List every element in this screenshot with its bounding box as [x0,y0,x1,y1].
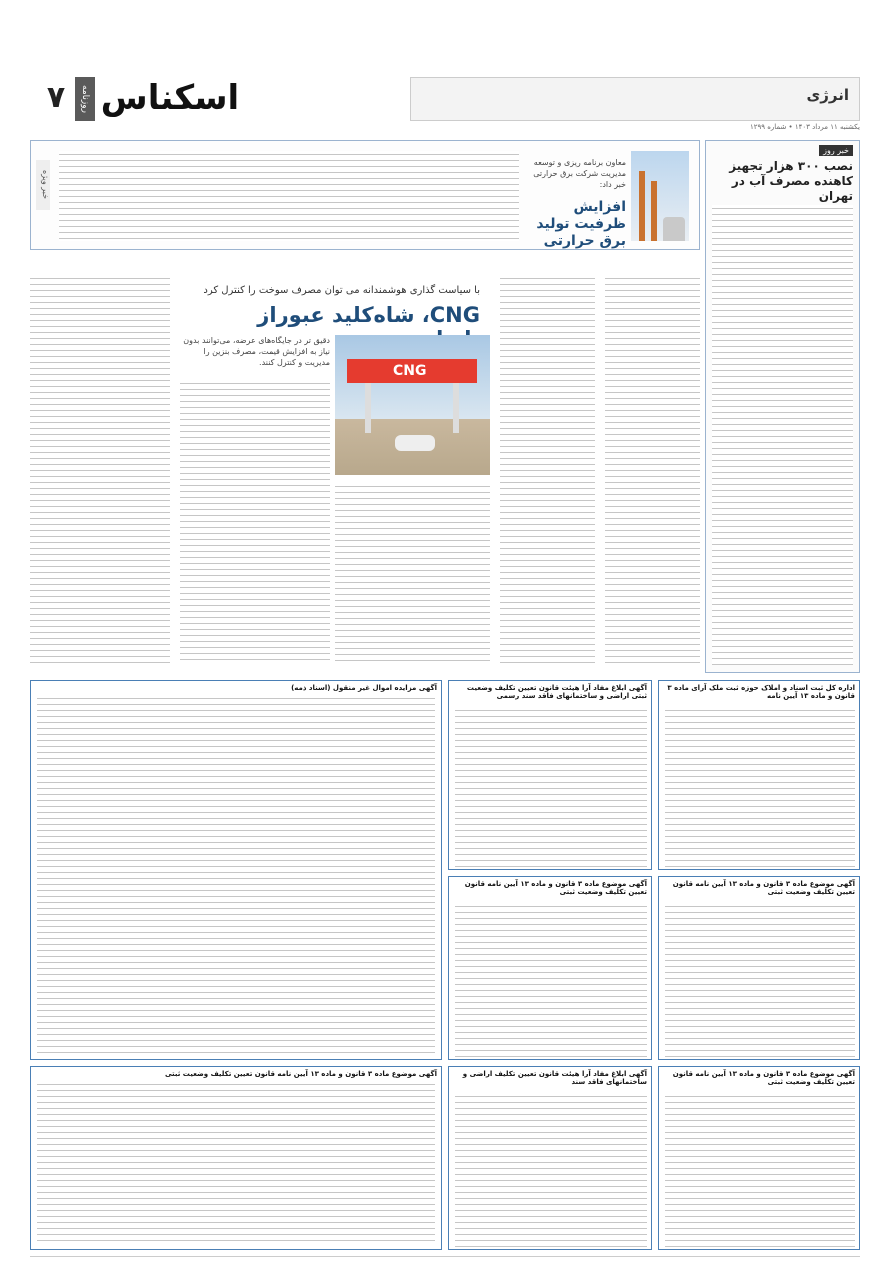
ad-2 [448,680,652,870]
main-col-2 [500,275,595,665]
cng-sign: CNG [393,363,427,379]
sidebar-news [705,140,860,673]
sidebar-tag: خبر روز [819,145,853,156]
section-banner [410,77,860,121]
ad-title: آگهی موضوع ماده ۳ قانون و ماده ۱۳ آیین نامه قانون تعیین تکلیف وضعیت ثبتی [164,1070,437,1078]
top-story-body [59,151,519,241]
top-story [30,140,700,250]
ad-6 [30,1066,442,1250]
page-number: ۷ [46,80,66,115]
ad-5 [658,876,860,1060]
brand-strip: روزنامه [75,77,95,121]
ad-1 [30,680,442,1060]
issue-date: یکشنبه ۱۱ مرداد ۱۴۰۳ • شماره ۱۲۹۹ [749,123,860,131]
ad-7 [448,1066,652,1250]
page-header [30,73,860,131]
ad-title: آگهی ابلاغ مفاد آرا هیئت قانون تعیین تکلیف اراضی و ساختمانهای فاقد سند [462,1070,647,1086]
power-plant-image [631,151,689,241]
ads-section [30,680,860,1250]
ad-title: آگهی مزایده اموال غیر منقول (اسناد ذمه) [291,684,437,692]
sidebar-headline: نصب ۳۰۰ هزار تجهیز کاهنده مصرف آب در تهران [729,159,853,203]
sidebar-body-text [712,205,853,665]
main-kicker: با سیاست گذاری هوشمندانه می توان مصرف سوخت را کنترل کرد [203,285,480,296]
ad-title: آگهی موضوع ماده ۳ قانون و ماده ۱۳ آیین نامه قانون تعیین تکلیف وضعیت ثبتی [672,880,855,896]
footer-rule [30,1256,860,1257]
main-story [30,255,700,673]
ad-title: آگهی موضوع ماده ۳ قانون و ماده ۱۳ آیین نامه قانون تعیین تکلیف وضعیت ثبتی [464,880,647,896]
ad-4 [448,876,652,1060]
ad-title: آگهی ابلاغ مفاد آرا هیئت قانون تعیین تکلیف وضعیت ثبتی اراضی و ساختمانهای فاقد سند رسمی [466,684,647,700]
ad-title: آگهی موضوع ماده ۳ قانون و ماده ۱۳ آیین نامه قانون تعیین تکلیف وضعیت ثبتی [672,1070,855,1086]
section-title: انرژی [806,86,849,104]
newspaper-logo: اسکناس [100,78,240,118]
main-col-4 [335,483,490,665]
cng-station-photo [335,335,490,475]
top-story-headline: افزایش ظرفیت تولید برق حرارتی [536,199,626,249]
header-bar [30,73,860,123]
main-intro: دقیق تر در جایگاه‌های عرضه، می‌توانند بدون نیاز به افزایش قیمت، مصرف بنزین را مدیریت و کنترل کنند. [183,336,330,367]
ad-3 [658,680,860,870]
ad-8 [658,1066,860,1250]
main-col-left [30,275,170,665]
vertical-label: خبر ویژه [36,160,50,210]
top-story-kicker: معاون برنامه ریزی و توسعه مدیریت شرکت برق حرارتی خبر داد: [533,158,626,189]
main-col-3 [180,380,330,665]
main-col-1 [605,275,700,665]
ad-title: اداره کل ثبت اسناد و املاک حوزه ثبت ملک آرای ماده ۳ قانون و ماده ۱۳ آیین نامه [667,684,855,700]
main-headline: CNG، شاه‌کلید عبوراز [257,303,480,327]
